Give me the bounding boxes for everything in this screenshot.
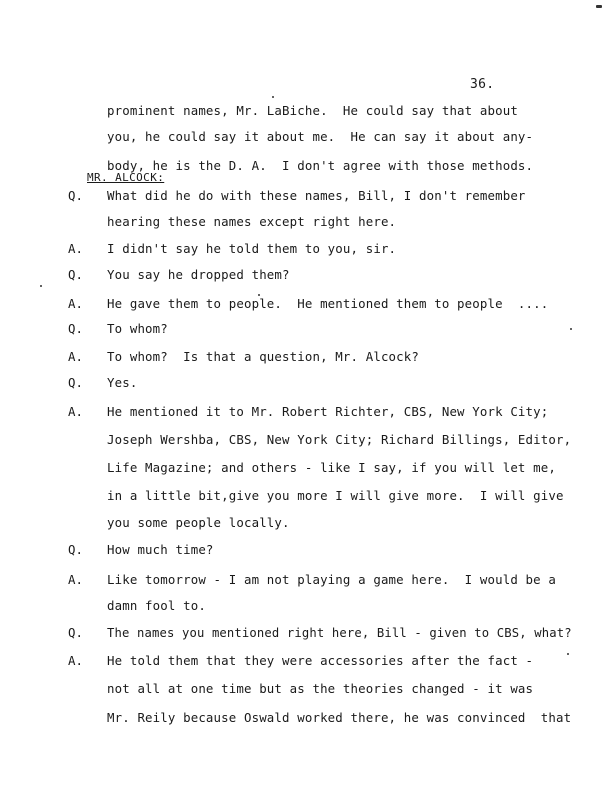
scan-speck <box>570 328 572 330</box>
speaker-label: MR. ALCOCK: <box>87 171 165 184</box>
scan-speck <box>40 285 42 287</box>
scan-speck <box>272 96 274 98</box>
speaker-mark: Q. <box>68 625 83 640</box>
speaker-mark: Q. <box>68 188 83 203</box>
scan-speck <box>258 294 260 296</box>
speaker-mark: A. <box>68 296 83 311</box>
speaker-mark: A. <box>68 404 83 419</box>
transcript-line: Like tomorrow - I am not playing a game here. I would be a <box>107 572 556 587</box>
transcript-line: not all at one time but as the theories changed - it was <box>107 681 534 696</box>
transcript-line: He told them that they were accessories after the fact - <box>107 653 534 668</box>
transcript-line: prominent names, Mr. LaBiche. He could say that about <box>107 103 518 118</box>
speaker-mark: A. <box>68 653 83 668</box>
speaker-mark: Q. <box>68 267 83 282</box>
scan-speck <box>596 5 602 8</box>
speaker-mark: Q. <box>68 321 83 336</box>
speaker-mark: Q. <box>68 375 83 390</box>
transcript-line: You say he dropped them? <box>107 267 290 282</box>
transcript-line: Mr. Reily because Oswald worked there, he was convinced that <box>107 710 572 725</box>
transcript-line: hearing these names except right here. <box>107 214 397 229</box>
transcript-line: I didn't say he told them to you, sir. <box>107 241 397 256</box>
transcript-line: you some people locally. <box>107 515 290 530</box>
page-number: 36. <box>470 77 495 92</box>
speaker-mark: Q. <box>68 542 83 557</box>
speaker-mark: A. <box>68 572 83 587</box>
scan-speck <box>567 653 569 655</box>
transcript-line: body, he is the D. A. I don't agree with those methods. <box>107 158 534 173</box>
transcript-line: What did he do with these names, Bill, I don't remember <box>107 188 526 203</box>
transcript-line: you, he could say it about me. He can say it about any- <box>107 129 534 144</box>
transcript-line: in a little bit,give you more I will give more. I will give <box>107 488 564 503</box>
transcript-line: Life Magazine; and others - like I say, if you will let me, <box>107 460 556 475</box>
transcript-line: How much time? <box>107 542 214 557</box>
transcript-line: damn fool to. <box>107 598 206 613</box>
transcript-line: Joseph Wershba, CBS, New York City; Richard Billings, Editor, <box>107 432 572 447</box>
speaker-mark: A. <box>68 241 83 256</box>
transcript-line: He gave them to people. He mentioned them to people .... <box>107 296 549 311</box>
transcript-line: Yes. <box>107 375 138 390</box>
transcript-line: The names you mentioned right here, Bill - given to CBS, what? <box>107 625 572 640</box>
transcript-line: He mentioned it to Mr. Robert Richter, CBS, New York City; <box>107 404 549 419</box>
transcript-line: To whom? Is that a question, Mr. Alcock? <box>107 349 420 364</box>
speaker-mark: A. <box>68 349 83 364</box>
transcript-line: To whom? <box>107 321 168 336</box>
